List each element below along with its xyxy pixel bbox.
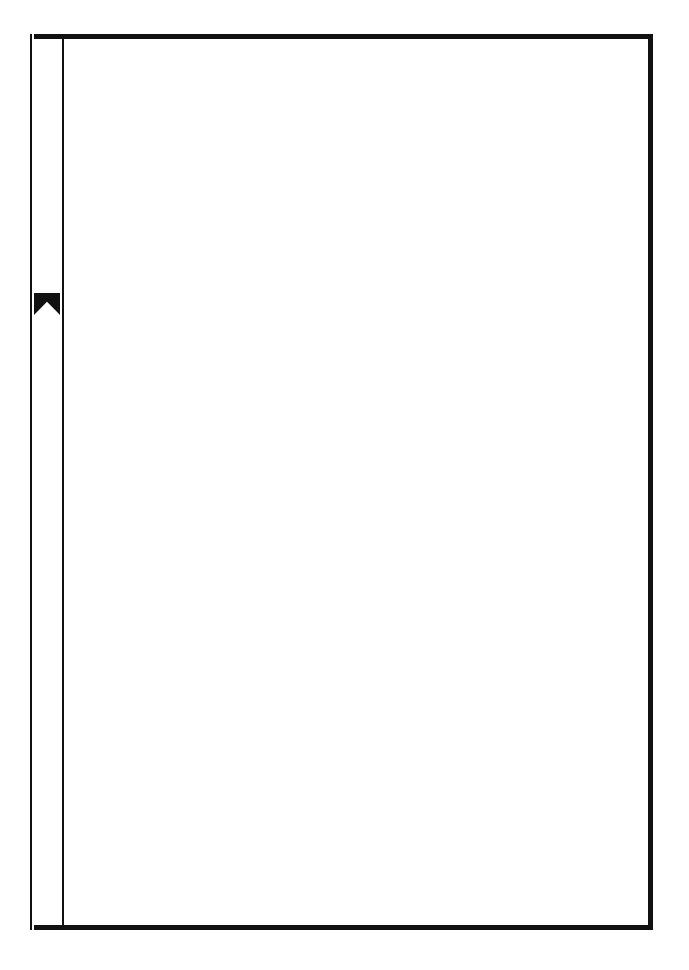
right-border [648,34,653,930]
outer-left-rule [30,34,32,930]
fish-tail-mark [34,293,60,315]
top-border [34,34,652,39]
bottom-border [34,925,652,930]
left-margin-rule [62,34,64,930]
